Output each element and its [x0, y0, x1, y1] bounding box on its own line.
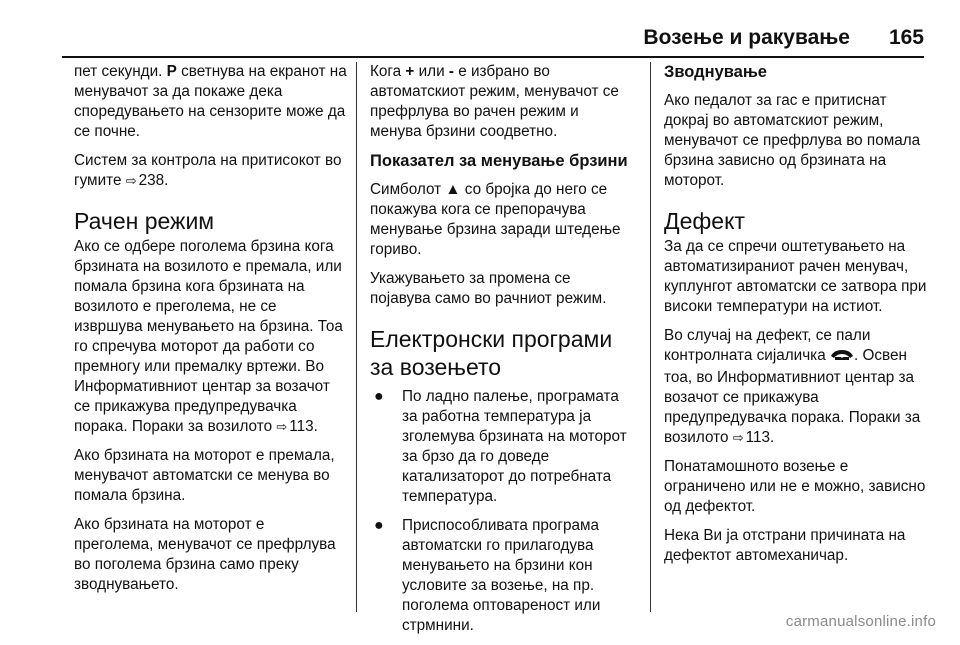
column-divider-2	[650, 62, 651, 612]
paragraph-indication: Укажувањето за промена се појавува само во рачниот режим.	[370, 270, 607, 307]
heading-kickdown: Зводнување	[664, 63, 767, 81]
page-reference-icon: ⇨	[276, 419, 288, 434]
minus-symbol: -	[448, 63, 454, 80]
heading-manual-mode: Рачен режим	[74, 208, 215, 234]
column-1	[74, 62, 348, 604]
plus-symbol: +	[405, 63, 415, 80]
page-reference-link[interactable]: 113.	[745, 429, 775, 446]
watermark: carmanualsonline.info	[785, 613, 936, 630]
gearbox-warning-icon	[830, 348, 854, 368]
page-reference-icon: ⇨	[732, 430, 744, 445]
heading-fault: Дефект	[664, 208, 745, 234]
paragraph-tyre-pressure: Систем за контрола на притисокот во гумите ⇨ 238.	[74, 152, 342, 189]
column-divider-1	[356, 62, 357, 612]
page-reference-icon: ⇨	[125, 173, 137, 188]
page-number: 165	[888, 26, 924, 49]
paragraph-clutch: За да се спречи оштетувањето на автоматизираниот рачен менувач, куплунгот автоматски се затвора при високи температури на истиот.	[664, 238, 927, 315]
paragraph-fault-light: Во случај на дефект, се пали контролната сијаличка . Освен тоа, во Информативниот центар за возачот се прикажува предупредувачка порака. Пораки за возилото ⇨ 113.	[664, 327, 921, 446]
paragraph-mechanic: Нека Ви ја отстрани причината на дефектот автомеханичар.	[664, 527, 906, 564]
page-reference-link[interactable]: 238.	[138, 172, 169, 189]
page-header	[0, 0, 960, 60]
gear-symbol-p: P	[166, 63, 177, 80]
heading-shift-indicator: Показател за менување брзини	[370, 152, 628, 170]
paragraph-further-driving: Понатамошното возење е ограничено или не е можно, зависно од дефектот.	[664, 458, 926, 515]
paragraph-plus-minus: Кога + или - е избрано во автоматскиот режим, менувачот се префрлува во рачен режим и менува брзини соодветно.	[370, 63, 619, 140]
paragraph-low-speed: Ако брзината на моторот е премала, менувачот автоматски се менува во помала брзина.	[74, 447, 335, 504]
paragraph-kickdown: Ако педалот за гас е притиснат докрај во автоматскиот режим, менувачот се префрлува во помала брзина зависно од брзината на моторот.	[664, 92, 921, 189]
paragraph-manual-mode: Ако се одбере поголема брзина кога брзината на возилото е премала, или помала брзина кога брзината на возилото е преголема, не се извршува менувањето на брзина. Тоа го спречува моторот да работи со премногу или премалку вртежи. Во Информативниот центар за возачот се прикажува предупредувачка порака. Пораки за возилото ⇨ 113.	[74, 238, 343, 435]
list-item: ● По ладно палење, програмата за работна температура ја зголемува брзината на моторот за брзо да го доведе катализаторот до потребната температура.	[374, 388, 627, 505]
heading-electronic-programs: Електронски програми за возењето	[370, 326, 613, 380]
bullet-icon: ●	[374, 517, 384, 534]
paragraph-symbol: Симболот ▲ со бројка до него се покажува кога се препорачува менување брзина заради штедење гориво.	[370, 181, 621, 258]
column-2	[370, 62, 632, 645]
column-3	[664, 62, 930, 575]
bullet-icon: ●	[374, 388, 384, 405]
list-item: ● Приспособливата програма автоматски го прилагодува менувањето на брзини кон условите за возење, на пр. поголема оптовареност или стрмнини.	[374, 517, 601, 634]
paragraph-high-speed: Ако брзината на моторот е преголема, менувачот се префрлува во поголема брзина само преку зводнувањето.	[74, 516, 336, 593]
triangle-up-icon: ▲	[445, 181, 461, 198]
page-title: Возење и ракување	[643, 26, 850, 49]
programs-list	[370, 387, 632, 636]
paragraph-seconds: пет секунди. P светнува на екранот на менувачот за да покаже дека споредувањето на сензорите може да се почне.	[74, 63, 347, 140]
page-reference-link[interactable]: 113.	[289, 418, 318, 435]
header-divider	[62, 56, 924, 58]
